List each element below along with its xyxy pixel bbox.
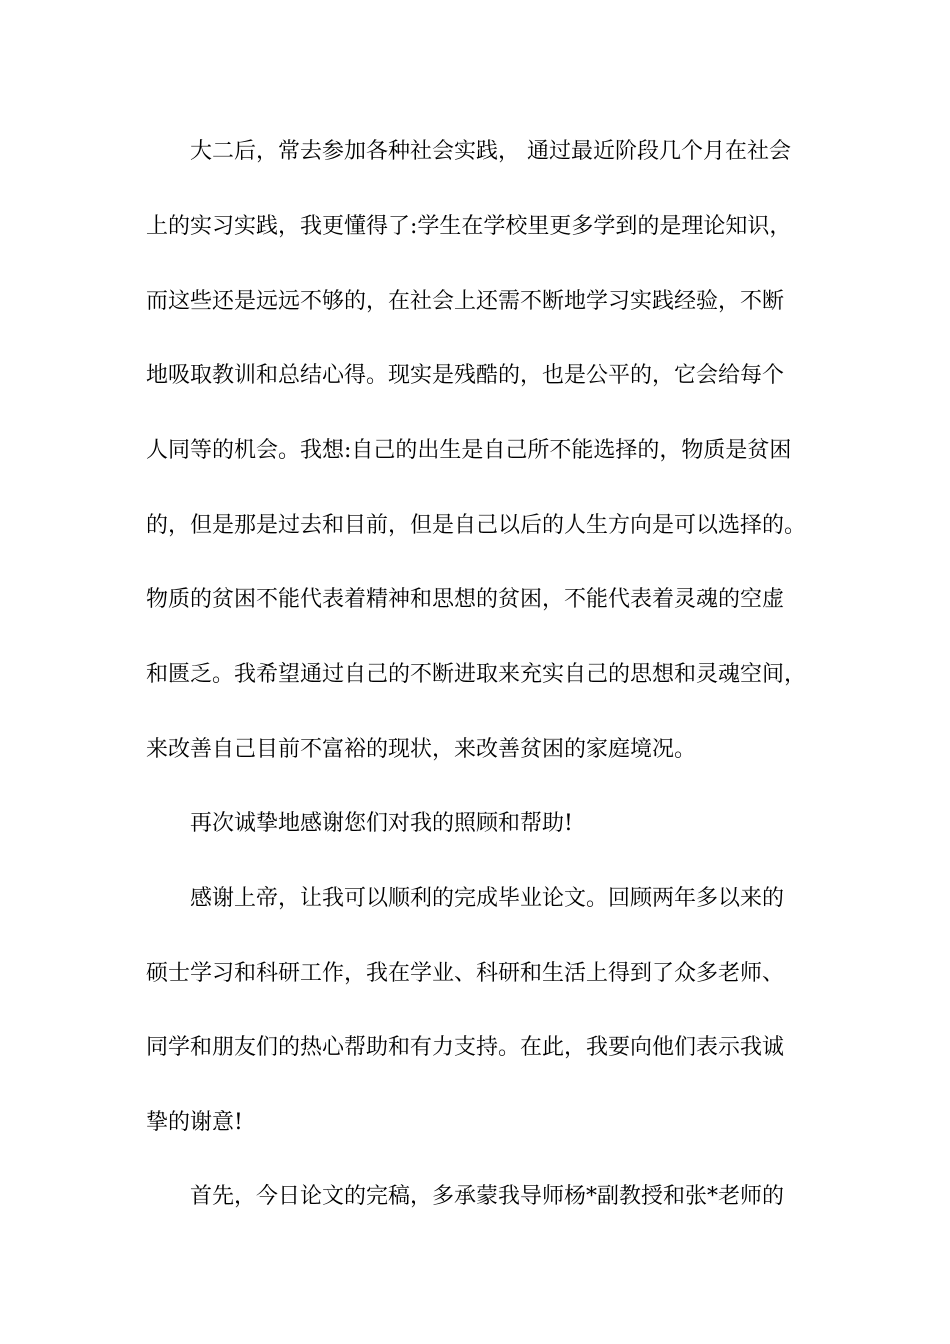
text-line: 的，但是那是过去和目前，但是自己以后的人生方向是可以选择的。 bbox=[146, 513, 807, 538]
text-line: 感谢上帝，让我可以顺利的完成毕业论文。回顾两年多以来的 bbox=[190, 886, 785, 911]
text-line: 而这些还是远远不够的，在社会上还需不断地学习实践经验，不断 bbox=[146, 289, 785, 314]
text-line: 挚的谢意! bbox=[146, 1110, 243, 1135]
text-line: 人同等的机会。我想:自己的出生是自己所不能选择的，物质是贫困 bbox=[146, 438, 792, 463]
text-line: 上的实习实践，我更懂得了:学生在学校里更多学到的是理论知识， bbox=[146, 214, 792, 239]
text-line: 硕士学习和科研工作，我在学业、科研和生活上得到了众多老师、 bbox=[146, 961, 785, 986]
text-line: 首先，今日论文的完稿，多承蒙我导师杨*副教授和张*老师的 bbox=[190, 1184, 785, 1209]
text-line: 再次诚挚地感谢您们对我的照顾和帮助! bbox=[190, 811, 573, 836]
text-line: 来改善自己目前不富裕的现状，来改善贫困的家庭境况。 bbox=[146, 737, 697, 762]
text-line: 地吸取教训和总结心得。现实是残酷的，也是公平的，它会给每个 bbox=[146, 363, 785, 388]
text-line: 和匮乏。我希望通过自己的不断进取来充实自己的思想和灵魂空间， bbox=[146, 662, 807, 687]
text-line: 同学和朋友们的热心帮助和有力支持。在此，我要向他们表示我诚 bbox=[146, 1035, 785, 1060]
text-line: 物质的贫困不能代表着精神和思想的贫困，不能代表着灵魂的空虚 bbox=[146, 587, 785, 612]
text-line: 大二后，常去参加各种社会实践， 通过最近阶段几个月在社会 bbox=[190, 139, 791, 164]
